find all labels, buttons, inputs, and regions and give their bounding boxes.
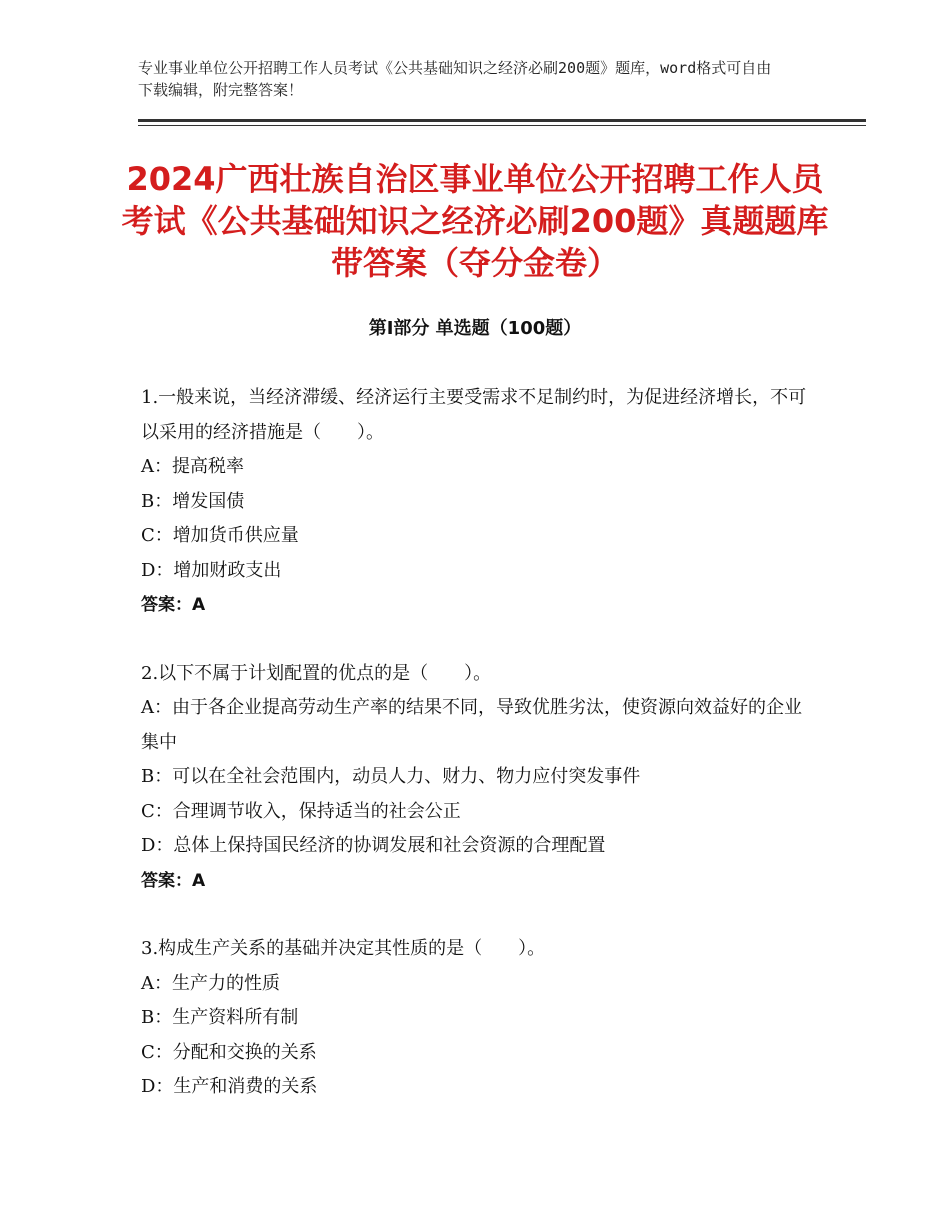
option-b: B：生产资料所有制 bbox=[141, 1007, 299, 1028]
question-stem: 3.构成生产关系的基础并决定其性质的是（ ）。 bbox=[141, 938, 546, 959]
question-stem: 2.以下不属于计划配置的优点的是（ ）。 bbox=[141, 662, 492, 684]
option-a: A：生产力的性质 bbox=[141, 972, 280, 994]
question-1 bbox=[141, 381, 811, 623]
question-2 bbox=[141, 657, 811, 899]
option-c: C：分配和交换的关系 bbox=[141, 1041, 317, 1063]
section-title: 第Ⅰ部分 单选题（100题） bbox=[368, 318, 582, 339]
answer: 答案：A bbox=[141, 595, 206, 615]
header-note: 专业事业单位公开招聘工作人员考试《公共基础知识之经济必刷200题》题库，word格式可自由下载编辑，附完整答案！ bbox=[138, 59, 772, 99]
option-a: A：提高税率 bbox=[141, 456, 244, 477]
option-b: B：增发国债 bbox=[141, 490, 245, 512]
question-stem: 1.一般来说，当经济滞缓、经济运行主要受需求不足制约时，为促进经济增长，不可以采用的经济措施是（ ）。 bbox=[141, 387, 807, 443]
header-rule-thick bbox=[138, 119, 866, 122]
option-d: D：总体上保持国民经济的协调发展和社会资源的合理配置 bbox=[141, 835, 606, 856]
option-a: A：由于各企业提高劳动生产率的结果不同，导致优胜劣汰，使资源向效益好的企业集中 bbox=[141, 697, 802, 753]
header-rule-thin bbox=[138, 125, 866, 126]
option-d: D：生产和消费的关系 bbox=[141, 1076, 318, 1097]
option-d: D：增加财政支出 bbox=[141, 559, 282, 581]
option-b: B：可以在全社会范围内，动员人力、财力、物力应付突发事件 bbox=[141, 766, 641, 787]
question-3 bbox=[141, 932, 811, 1105]
document-title: 2024广西壮族自治区事业单位公开招聘工作人员考试《公共基础知识之经济必刷200题》真题题库带答案（夺分金卷） bbox=[121, 160, 829, 282]
question-list bbox=[141, 381, 811, 1139]
option-c: C：合理调节收入，保持适当的社会公正 bbox=[141, 800, 461, 822]
answer: 答案：A bbox=[141, 870, 206, 891]
option-c: C：增加货币供应量 bbox=[141, 525, 299, 546]
